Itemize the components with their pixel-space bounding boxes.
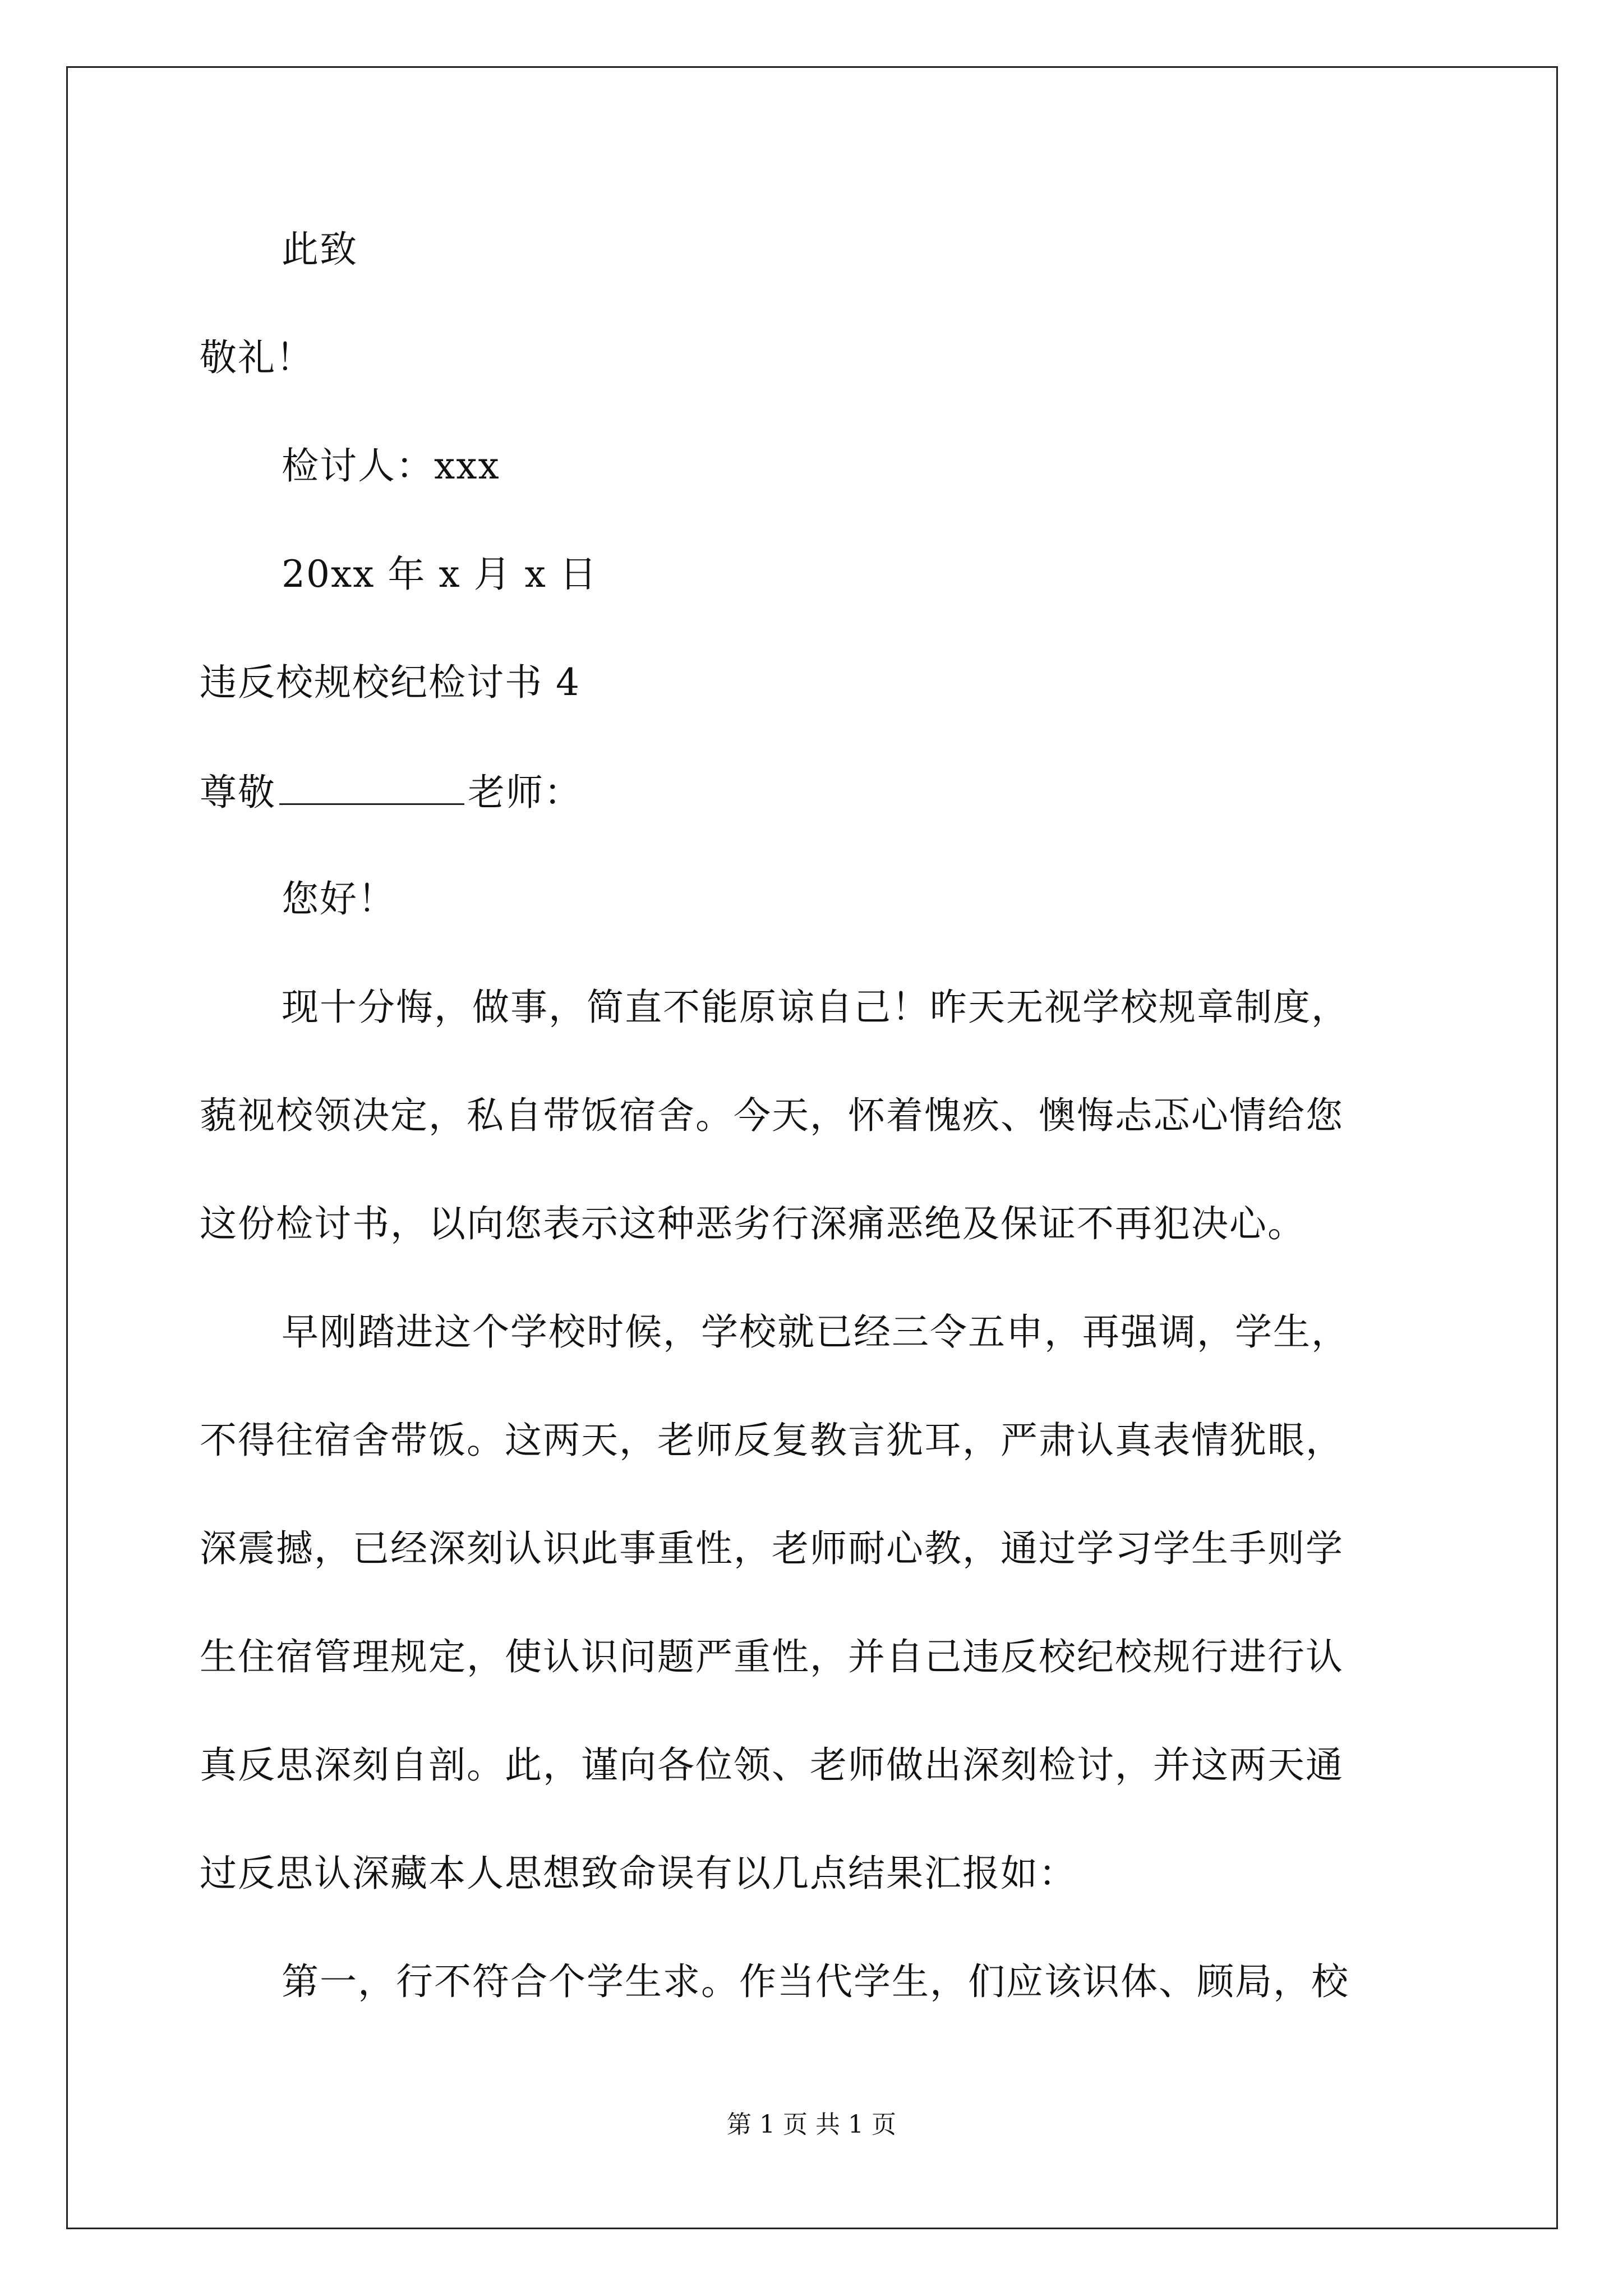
paragraph1-line: 这份检讨书，以向您表示这种恶劣行深痛恶绝及保证不再犯决心。	[200, 1202, 1306, 1245]
paragraph2-line: 早刚踏进这个学校时候，学校就已经三令五申，再强调，学生，	[282, 1310, 1349, 1354]
paragraph2-line: 真反思深刻自剖。此，谨向各位领、老师做出深刻检讨，并这两天通	[200, 1743, 1344, 1787]
page-footer: 第 1 页 共 1 页	[727, 2110, 896, 2139]
paragraph1-line: 现十分悔，做事，简直不能原谅自己！昨天无视学校规章制度，	[282, 986, 1349, 1029]
paragraph1-line: 藐视校领决定，私自带饭宿舍。今天，怀着愧疚、懊悔忐忑心情给您	[200, 1094, 1344, 1137]
page-border	[66, 66, 1558, 2229]
name-blank	[279, 769, 464, 805]
paragraph3-line: 第一，行不符合个学生求。作当代学生，们应该识体、顾局，校	[282, 1960, 1349, 2003]
greeting-line	[200, 769, 582, 815]
salute-line: 敬礼！	[200, 336, 314, 379]
closing-line: 此致	[282, 228, 358, 271]
date-line: 20xx 年 x 月 x 日	[282, 553, 598, 596]
paragraph2-line: 过反思认深藏本人思想致命误有以几点结果汇报如：	[200, 1852, 1077, 1895]
signer-line: 检讨人：xxx	[282, 444, 500, 487]
hello-line: 您好！	[282, 877, 396, 921]
greeting-prefix: 尊敬	[200, 771, 276, 814]
paragraph2-line: 深震撼，已经深刻认识此事重性，老师耐心教，通过学习学生手则学	[200, 1527, 1344, 1570]
paragraph2-line: 生住宿管理规定，使认识问题严重性，并自己违反校纪校规行进行认	[200, 1635, 1344, 1678]
greeting-suffix: 老师：	[468, 771, 582, 814]
paragraph2-line: 不得往宿舍带饭。这两天，老师反复教言犹耳，严肃认真表情犹眼，	[200, 1419, 1344, 1462]
document-title: 违反校规校纪检讨书 4	[200, 661, 580, 704]
